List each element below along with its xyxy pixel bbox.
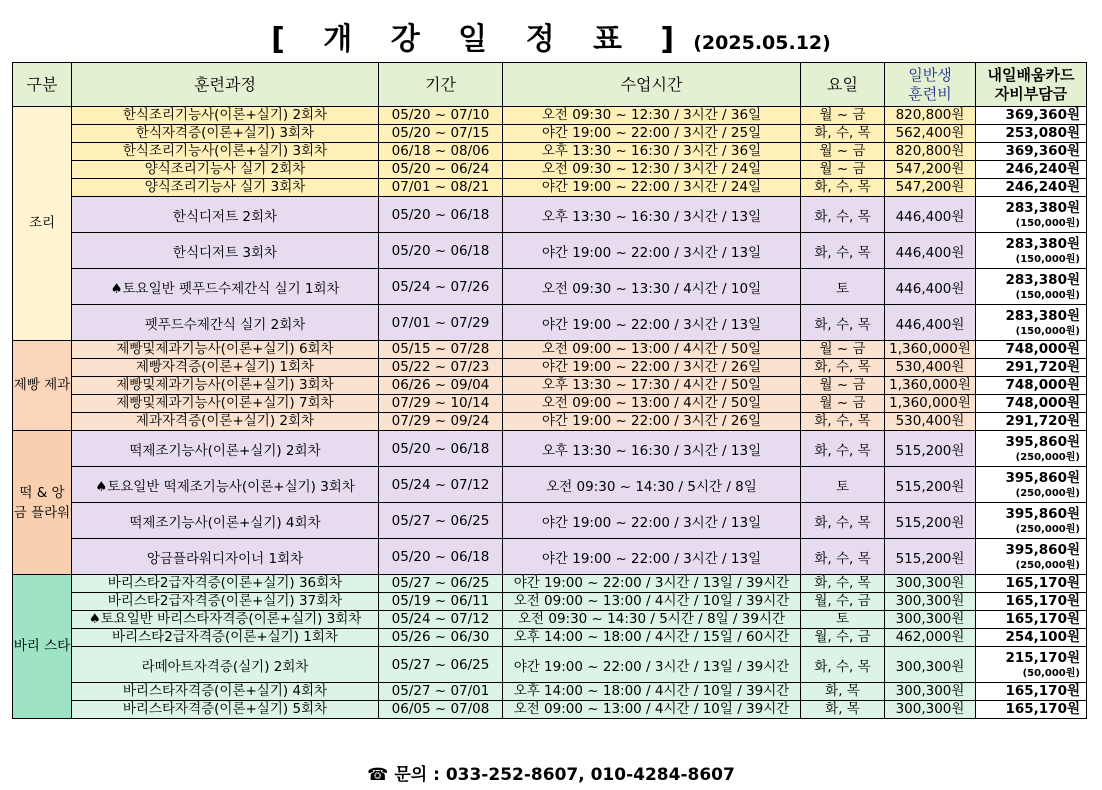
table-row [13,125,1087,143]
class-time-cell: 오전 09:30 ~ 13:30 / 4시간 / 10일 [503,269,801,305]
table-row [13,179,1087,197]
card-share-cell [976,683,1087,701]
class-time-cell: 야간 19:00 ~ 22:00 / 3시간 / 13일 [503,539,801,575]
days-cell: 월 ~ 금 [801,377,885,395]
card-share-cell [976,125,1087,143]
table-row [13,503,1087,539]
class-time-cell: 오전 09:30 ~ 12:30 / 3시간 / 36일 [503,107,801,125]
period-cell: 07/29 ~ 09/24 [379,413,503,431]
card-share-amount: 395,860원 [1005,541,1080,558]
period-cell: 07/01 ~ 08/21 [379,179,503,197]
class-time-cell: 야간 19:00 ~ 22:00 / 3시간 / 13일 [503,305,801,341]
class-time-cell: 오전 09:30 ~ 12:30 / 3시간 / 24일 [503,161,801,179]
days-cell: 월, 수, 금 [801,593,885,611]
table-row [13,359,1087,377]
category-cell: 바리 스타 [13,575,72,719]
class-time-cell: 야간 19:00 ~ 22:00 / 3시간 / 26일 [503,359,801,377]
course-cell: 바리스타자격증(이론+실기) 4회차 [72,683,379,701]
card-share-amount: 369,360원 [1005,107,1080,123]
contact-footer [0,760,1102,785]
card-share-note: (250,000원) [1015,451,1080,463]
table-row [13,467,1087,503]
period-cell: 05/27 ~ 06/25 [379,503,503,539]
schedule-table [12,62,1087,719]
card-share-note: (150,000원) [1015,325,1080,337]
period-cell: 05/27 ~ 07/01 [379,683,503,701]
course-cell: 바리스타자격증(이론+실기) 5회차 [72,701,379,719]
days-cell: 화, 수, 목 [801,413,885,431]
card-share-amount: 215,170원 [1005,649,1080,666]
course-cell: 양식조리기능사 실기 2회차 [72,161,379,179]
course-cell: 바리스타2급자격증(이론+실기) 36회차 [72,575,379,593]
card-share-amount: 246,240원 [1005,161,1080,177]
table-row [13,413,1087,431]
class-time-cell: 오후 13:30 ~ 16:30 / 3시간 / 13일 [503,431,801,467]
days-cell: 월 ~ 금 [801,143,885,161]
general-fee-cell: 562,400원 [885,125,976,143]
period-cell: 05/19 ~ 06/11 [379,593,503,611]
class-time-cell: 오후 14:00 ~ 18:00 / 4시간 / 10일 / 39시간 [503,683,801,701]
card-share-note: (250,000원) [1015,487,1080,499]
course-cell: 떡제조기능사(이론+실기) 4회차 [72,503,379,539]
course-cell: 제빵및제과기능사(이론+실기) 6회차 [72,341,379,359]
category-cell: 제빵 제과 [13,341,72,431]
phone-icon: ☎ [367,765,389,785]
general-fee-cell: 446,400원 [885,305,976,341]
general-fee-cell: 1,360,000원 [885,377,976,395]
contact-text: 문의 : 033-252-8607, 010-4284-8607 [394,765,735,785]
class-time-cell: 야간 19:00 ~ 22:00 / 3시간 / 13일 [503,233,801,269]
card-share-amount: 369,360원 [1005,143,1080,159]
class-time-cell: 오전 09:30 ~ 14:30 / 5시간 / 8일 / 39시간 [503,611,801,629]
card-share-cell [976,395,1087,413]
card-share-cell [976,629,1087,647]
class-time-cell: 오전 09:30 ~ 14:30 / 5시간 / 8일 [503,467,801,503]
course-cell: 한식디저트 3회차 [72,233,379,269]
course-cell: 제빵및제과기능사(이론+실기) 3회차 [72,377,379,395]
period-cell: 05/27 ~ 06/25 [379,575,503,593]
table-row [13,305,1087,341]
days-cell: 화, 수, 목 [801,359,885,377]
days-cell: 화, 수, 목 [801,431,885,467]
card-share-cell [976,647,1087,683]
days-cell: 화, 수, 목 [801,647,885,683]
table-row [13,539,1087,575]
period-cell: 05/24 ~ 07/26 [379,269,503,305]
days-cell: 토 [801,269,885,305]
card-share-amount: 748,000원 [1005,377,1080,393]
general-fee-cell: 547,200원 [885,179,976,197]
course-cell: 바리스타2급자격증(이론+실기) 1회차 [72,629,379,647]
days-cell: 화, 수, 목 [801,233,885,269]
card-share-amount: 395,860원 [1005,433,1080,450]
title-main: [ 개 강 일 정 표 ] [271,22,689,57]
table-row [13,197,1087,233]
general-fee-cell: 446,400원 [885,197,976,233]
class-time-cell: 야간 19:00 ~ 22:00 / 3시간 / 24일 [503,179,801,197]
course-cell: 바리스타2급자격증(이론+실기) 37회차 [72,593,379,611]
period-cell: 07/01 ~ 07/29 [379,305,503,341]
header-card-share-line2: 자비부담금 [994,84,1068,103]
card-share-cell [976,611,1087,629]
general-fee-cell: 300,300원 [885,593,976,611]
general-fee-cell: 446,400원 [885,269,976,305]
card-share-cell [976,269,1087,305]
card-share-amount: 291,720원 [1005,359,1080,375]
general-fee-cell: 820,800원 [885,107,976,125]
general-fee-cell: 462,000원 [885,629,976,647]
course-cell: 제과자격증(이론+실기) 2회차 [72,413,379,431]
course-cell: 펫푸드수제간식 실기 2회차 [72,305,379,341]
header-class-time: 수업시간 [503,63,801,107]
general-fee-cell: 1,360,000원 [885,341,976,359]
class-time-cell: 오후 14:00 ~ 18:00 / 4시간 / 15일 / 60시간 [503,629,801,647]
general-fee-cell: 515,200원 [885,539,976,575]
class-time-cell: 오전 09:00 ~ 13:00 / 4시간 / 50일 [503,395,801,413]
course-cell: 제빵및제과기능사(이론+실기) 7회차 [72,395,379,413]
class-time-cell: 야간 19:00 ~ 22:00 / 3시간 / 13일 / 39시간 [503,575,801,593]
class-time-cell: 오후 13:30 ~ 17:30 / 4시간 / 50일 [503,377,801,395]
period-cell: 06/26 ~ 09/04 [379,377,503,395]
class-time-cell: 오전 09:00 ~ 13:00 / 4시간 / 10일 / 39시간 [503,593,801,611]
card-share-cell [976,503,1087,539]
class-time-cell: 오후 13:30 ~ 16:30 / 3시간 / 36일 [503,143,801,161]
days-cell: 화, 수, 목 [801,197,885,233]
days-cell: 화, 수, 목 [801,503,885,539]
general-fee-cell: 300,300원 [885,611,976,629]
card-share-amount: 748,000원 [1005,341,1080,357]
header-general-fee-line1: 일반생 [908,65,952,84]
general-fee-cell: 530,400원 [885,413,976,431]
class-time-cell: 야간 19:00 ~ 22:00 / 3시간 / 13일 [503,503,801,539]
general-fee-cell: 515,200원 [885,431,976,467]
days-cell: 화, 수, 목 [801,305,885,341]
class-time-cell: 오전 09:00 ~ 13:00 / 4시간 / 50일 [503,341,801,359]
course-cell: 양식조리기능사 실기 3회차 [72,179,379,197]
card-share-amount: 254,100원 [1005,629,1080,645]
card-share-note: (250,000원) [1015,559,1080,571]
card-share-cell [976,539,1087,575]
days-cell: 월 ~ 금 [801,107,885,125]
card-share-cell [976,179,1087,197]
table-row [13,395,1087,413]
period-cell: 06/18 ~ 08/06 [379,143,503,161]
table-row [13,431,1087,467]
header-course: 훈련과정 [72,63,379,107]
card-share-note: (150,000원) [1015,289,1080,301]
card-share-note: (150,000원) [1015,217,1080,229]
table-row [13,107,1087,125]
days-cell: 월 ~ 금 [801,395,885,413]
table-row [13,377,1087,395]
course-cell: 한식자격증(이론+실기) 3회차 [72,125,379,143]
period-cell: 05/15 ~ 07/28 [379,341,503,359]
card-share-amount: 283,380원 [1005,271,1080,288]
table-row [13,701,1087,719]
card-share-amount: 246,240원 [1005,179,1080,195]
card-share-amount: 165,170원 [1005,575,1080,591]
table-row [13,629,1087,647]
course-cell: 한식디저트 2회차 [72,197,379,233]
period-cell: 05/24 ~ 07/12 [379,611,503,629]
card-share-amount: 395,860원 [1005,505,1080,522]
card-share-note: (250,000원) [1015,523,1080,535]
card-share-cell [976,197,1087,233]
card-share-cell [976,413,1087,431]
table-row [13,161,1087,179]
period-cell: 05/27 ~ 06/25 [379,647,503,683]
course-cell: 한식조리기능사(이론+실기) 3회차 [72,143,379,161]
header-period: 기간 [379,63,503,107]
period-cell: 05/20 ~ 07/15 [379,125,503,143]
days-cell: 화, 수, 목 [801,539,885,575]
header-card-share-line1: 내일배움카드 [987,65,1075,84]
general-fee-cell: 300,300원 [885,683,976,701]
period-cell: 05/20 ~ 06/18 [379,539,503,575]
card-share-amount: 165,170원 [1005,611,1080,627]
course-cell: 라떼아트자격증(실기) 2회차 [72,647,379,683]
page-title [0,14,1102,58]
period-cell: 05/20 ~ 07/10 [379,107,503,125]
table-row [13,611,1087,629]
general-fee-cell: 530,400원 [885,359,976,377]
header-general-fee [885,63,976,107]
days-cell: 토 [801,611,885,629]
table-row [13,341,1087,359]
header-card-share [976,63,1087,107]
table-row [13,575,1087,593]
course-cell: 떡제조기능사(이론+실기) 2회차 [72,431,379,467]
course-cell: 제빵자격증(이론+실기) 1회차 [72,359,379,377]
card-share-amount: 291,720원 [1005,413,1080,429]
general-fee-cell: 1,360,000원 [885,395,976,413]
card-share-cell [976,233,1087,269]
class-time-cell: 오후 13:30 ~ 16:30 / 3시간 / 13일 [503,197,801,233]
period-cell: 05/20 ~ 06/18 [379,197,503,233]
header-days: 요일 [801,63,885,107]
table-row [13,269,1087,305]
table-row [13,683,1087,701]
card-share-amount: 253,080원 [1005,125,1080,141]
card-share-amount: 748,000원 [1005,395,1080,411]
table-row [13,647,1087,683]
period-cell: 05/20 ~ 06/24 [379,161,503,179]
days-cell: 화, 수, 목 [801,179,885,197]
days-cell: 토 [801,467,885,503]
card-share-cell [976,575,1087,593]
general-fee-cell: 300,300원 [885,701,976,719]
schedule-body [13,107,1087,719]
days-cell: 월 ~ 금 [801,341,885,359]
general-fee-cell: 820,800원 [885,143,976,161]
card-share-cell [976,341,1087,359]
card-share-cell [976,305,1087,341]
card-share-cell [976,377,1087,395]
days-cell: 월, 수, 금 [801,629,885,647]
general-fee-cell: 300,300원 [885,575,976,593]
course-cell: ♠토요일반 펫푸드수제간식 실기 1회차 [72,269,379,305]
title-date: (2025.05.12) [693,32,831,54]
period-cell: 07/29 ~ 10/14 [379,395,503,413]
class-time-cell: 야간 19:00 ~ 22:00 / 3시간 / 26일 [503,413,801,431]
course-cell: 한식조리기능사(이론+실기) 2회차 [72,107,379,125]
category-cell: 조리 [13,107,72,341]
card-share-note: (150,000원) [1015,253,1080,265]
card-share-amount: 165,170원 [1005,593,1080,609]
card-share-amount: 283,380원 [1005,235,1080,252]
general-fee-cell: 446,400원 [885,233,976,269]
course-cell: ♠토요일반 떡제조기능사(이론+실기) 3회차 [72,467,379,503]
header-category: 구분 [13,63,72,107]
header-general-fee-line2: 훈련비 [908,84,952,103]
card-share-note: (50,000원) [1022,667,1080,679]
period-cell: 05/24 ~ 07/12 [379,467,503,503]
course-cell: 앙금플라워디자이너 1회차 [72,539,379,575]
days-cell: 화, 목 [801,701,885,719]
category-cell: 떡 & 앙금 플라워 [13,431,72,575]
course-cell: ♠토요일반 바리스타자격증(이론+실기) 3회차 [72,611,379,629]
table-row [13,143,1087,161]
card-share-amount: 165,170원 [1005,701,1080,717]
card-share-cell [976,593,1087,611]
card-share-amount: 283,380원 [1005,199,1080,216]
card-share-amount: 283,380원 [1005,307,1080,324]
days-cell: 화, 수, 목 [801,125,885,143]
card-share-cell [976,701,1087,719]
table-row [13,593,1087,611]
table-row [13,233,1087,269]
card-share-cell [976,161,1087,179]
card-share-cell [976,431,1087,467]
class-time-cell: 야간 19:00 ~ 22:00 / 3시간 / 25일 [503,125,801,143]
class-time-cell: 야간 19:00 ~ 22:00 / 3시간 / 13일 / 39시간 [503,647,801,683]
period-cell: 05/20 ~ 06/18 [379,233,503,269]
period-cell: 05/20 ~ 06/18 [379,431,503,467]
card-share-cell [976,467,1087,503]
general-fee-cell: 515,200원 [885,467,976,503]
card-share-cell [976,143,1087,161]
general-fee-cell: 547,200원 [885,161,976,179]
card-share-amount: 395,860원 [1005,469,1080,486]
period-cell: 05/26 ~ 06/30 [379,629,503,647]
general-fee-cell: 515,200원 [885,503,976,539]
general-fee-cell: 300,300원 [885,647,976,683]
period-cell: 05/22 ~ 07/23 [379,359,503,377]
days-cell: 월 ~ 금 [801,161,885,179]
days-cell: 화, 목 [801,683,885,701]
period-cell: 06/05 ~ 07/08 [379,701,503,719]
card-share-amount: 165,170원 [1005,683,1080,699]
class-time-cell: 오전 09:00 ~ 13:00 / 4시간 / 10일 / 39시간 [503,701,801,719]
days-cell: 화, 수, 목 [801,575,885,593]
card-share-cell [976,107,1087,125]
card-share-cell [976,359,1087,377]
